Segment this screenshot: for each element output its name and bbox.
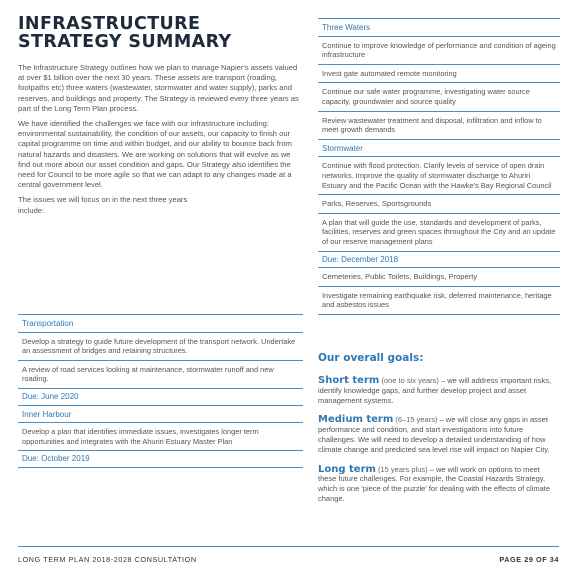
goal-medium-term-text: – we will close any gaps in asset performance and condition, and start investigations into future challenges. We will need to develop a detailed understanding of how climate change and predicted sea level rise will impact on Napier City. bbox=[318, 415, 550, 454]
issues-table-left bbox=[18, 314, 303, 468]
three-waters-item-1: Continue to improve knowledge of performance and condition of ageing infrastructure bbox=[318, 37, 560, 65]
goal-medium-term-range: (6–15 years) bbox=[393, 415, 438, 425]
goal-short-term bbox=[318, 376, 560, 405]
goal-short-term-label: Short term bbox=[318, 375, 380, 386]
page-footer bbox=[18, 546, 559, 564]
intro-section bbox=[18, 63, 303, 221]
footer-page-number: PAGE 29 OF 34 bbox=[499, 555, 559, 564]
page-title-line-1: INFRASTRUCTURE bbox=[18, 14, 201, 34]
parks-heading: Parks, Reserves, Sportsgrounds bbox=[318, 195, 560, 214]
goal-long-term-range: (15 years plus) bbox=[375, 464, 428, 474]
goal-medium-term-label: Medium term bbox=[318, 414, 394, 426]
parks-item-1: A plan that will guide the use, standards and development of parks, facilities, reserves and green spaces throughout the City and an update of our reserve management plans bbox=[318, 214, 560, 252]
page-title bbox=[18, 15, 298, 51]
inner-harbour-heading: Inner Harbour bbox=[18, 406, 303, 424]
three-waters-item-4: Review wastewater treatment and disposal, infiltration and inflow to meet growth demands bbox=[318, 112, 560, 140]
inner-harbour-due: Due: October 2019 bbox=[18, 451, 303, 468]
goal-medium-term bbox=[318, 415, 560, 454]
transportation-item-2: A review of road services looking at maintenance, stormwater runoff and new roading. bbox=[18, 361, 303, 389]
page-title-line-2: STRATEGY SUMMARY bbox=[18, 32, 232, 52]
intro-paragraph-2: We have identified the challenges we face with our infrastructure including: environmental sustainability, the condition of our assets, our capacity to finish our capital programme on time and within budget, and our ability to bounce back from natural hazards and disasters. We are working on solutions that will evolve as we find out more about our asset condition and gaps. Our Strategy also identifies the need for Council to be more agile so that we can adapt to any changes made at a central government level. bbox=[18, 119, 292, 190]
three-waters-item-3: Continue our safe water programme, investigating water source capacity, groundwater and source quality bbox=[318, 83, 560, 111]
transportation-heading: Transportation bbox=[18, 315, 303, 333]
goal-short-term-text: – we will address important risks, identify knowledge gaps, and further develop project and asset management systems. bbox=[318, 376, 552, 405]
inner-harbour-item-1: Develop a plan that identifies immediate issues, investigates longer term opportunities and integrates with the Ahuriri Estuary Master Plan bbox=[18, 423, 303, 451]
footer-document-title: LONG TERM PLAN 2018-2028 CONSULTATION bbox=[18, 555, 197, 564]
intro-paragraph-1: The Infrastructure Strategy outlines how we plan to manage Napier's assets valued at over $1 billion over the next 30 years. These assets are transport (roading, footpaths etc) three waters (wastewater, stormwater and water supply), parks and reserves, and buildings and property. The Strategy is reviewed every three years as part of the Long Term Plan process. bbox=[18, 63, 299, 113]
parks-due: Due: December 2018 bbox=[318, 252, 560, 269]
issues-table-right bbox=[318, 18, 560, 315]
goal-long-term-label: Long term bbox=[318, 463, 376, 475]
three-waters-item-2: Invest gate automated remote monitoring bbox=[318, 65, 560, 84]
goals-section bbox=[318, 352, 560, 514]
three-waters-heading: Three Waters bbox=[318, 19, 560, 37]
stormwater-heading: Stormwater bbox=[318, 140, 560, 158]
goal-long-term bbox=[318, 465, 560, 504]
cemeteries-item-1: Investigate remaining earthquake risk, deferred maintenance, heritage and asbestos issues bbox=[318, 287, 560, 315]
transportation-due: Due: June 2020 bbox=[18, 389, 303, 406]
intro-paragraph-3: The issues we will focus on in the next three years include: bbox=[18, 195, 188, 215]
goal-long-term-text: – we will work on options to meet these future challenges. For example, the Coastal Hazards Strategy, which is one 'piece of the puzzle' for dealing with the effects of climate change. bbox=[318, 464, 551, 503]
goal-short-term-range: (one to six years) bbox=[379, 376, 439, 385]
transportation-item-1: Develop a strategy to guide future development of the transport network. Undertake an assessment of bridges and retaining structures. bbox=[18, 333, 303, 361]
goals-heading: Our overall goals: bbox=[318, 352, 424, 364]
stormwater-item-1: Continue with flood protection. Clarify levels of service of open drain networks. Improve the quality of stormwater discharge to Ahuriri Estuary and the Pacific Ocean with the Hawke's Bay Regional Council bbox=[318, 157, 560, 195]
cemeteries-heading: Cemeteries, Public Toilets, Buildings, Property bbox=[318, 268, 560, 287]
